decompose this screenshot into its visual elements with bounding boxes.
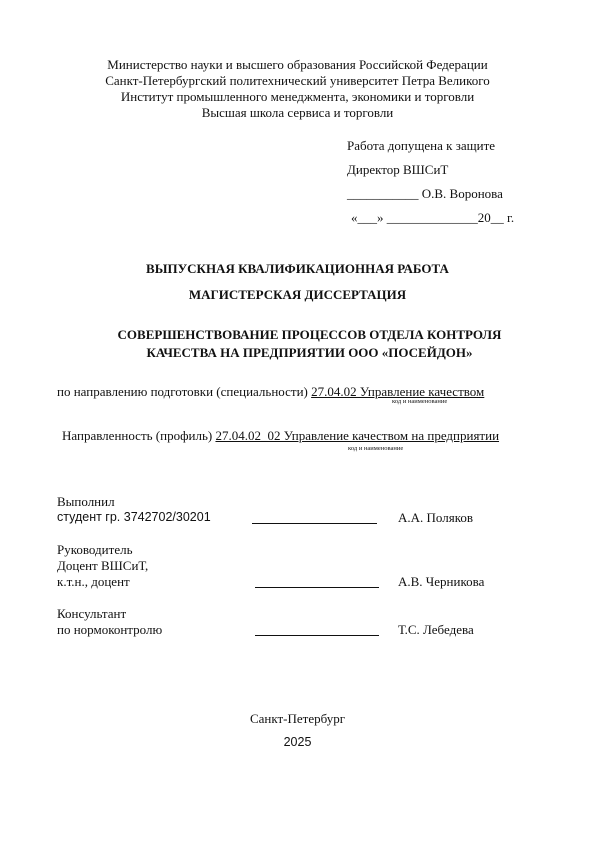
university-line: Санкт-Петербургский политехнический университет Петра Великого	[105, 73, 490, 88]
consultant-role: Консультант	[57, 606, 127, 621]
supervisor-position: Доцент ВШСиТ,	[57, 558, 149, 573]
work-type-title: ВЫПУСКНАЯ КВАЛИФИКАЦИОННАЯ РАБОТА	[146, 261, 449, 276]
consultant-scope: по нормоконтролю	[57, 622, 163, 637]
work-subtype-title: МАГИСТЕРСКАЯ ДИССЕРТАЦИЯ	[188, 287, 407, 302]
supervisor-signature-line	[255, 587, 379, 588]
supervisor-name: А.В. Черникова	[398, 574, 485, 589]
direction-caption: код и наименование	[392, 398, 448, 405]
topic-line-2: КАЧЕСТВА НА ПРЕДПРИЯТИИ ООО «ПОСЕЙДОН»	[146, 345, 473, 360]
supervisor-degree: к.т.н., доцент	[57, 574, 130, 589]
performer-group: студент гр. 3742702/30201	[57, 510, 211, 524]
approval-director: Директор ВШСиТ	[347, 162, 449, 177]
ministry-line: Министерство науки и высшего образования Российской Федерации	[107, 57, 488, 72]
approval-date: «___» ______________20__ г.	[351, 210, 515, 225]
profile-row	[62, 428, 499, 444]
supervisor-role: Руководитель	[57, 542, 133, 557]
institute-line: Институт промышленного менеджмента, экономики и торговли	[120, 89, 475, 104]
direction-label: по направлению подготовки (специальности)	[57, 384, 312, 399]
performer-signature-line	[252, 523, 377, 524]
footer-year: 2025	[283, 735, 312, 749]
direction-value: 27.04.02 Управление качеством	[311, 384, 485, 399]
topic-line-1: СОВЕРШЕНСТВОВАНИЕ ПРОЦЕССОВ ОТДЕЛА КОНТРОЛЯ	[117, 327, 502, 342]
approval-signature: ___________ О.В. Воронова	[347, 186, 503, 201]
consultant-name: Т.С. Лебедева	[398, 622, 474, 637]
profile-caption: код и наименование	[348, 445, 404, 452]
approval-admitted: Работа допущена к защите	[347, 138, 496, 153]
performer-role: Выполнил	[57, 494, 115, 509]
consultant-signature-line	[255, 635, 379, 636]
footer-city: Санкт-Петербург	[249, 711, 346, 726]
profile-value: 27.04.02_02 Управление качеством на предприятии	[215, 428, 500, 443]
school-line: Высшая школа сервиса и торговли	[201, 105, 394, 120]
profile-label: Направленность (профиль)	[62, 428, 216, 443]
performer-name: А.А. Поляков	[398, 510, 474, 525]
